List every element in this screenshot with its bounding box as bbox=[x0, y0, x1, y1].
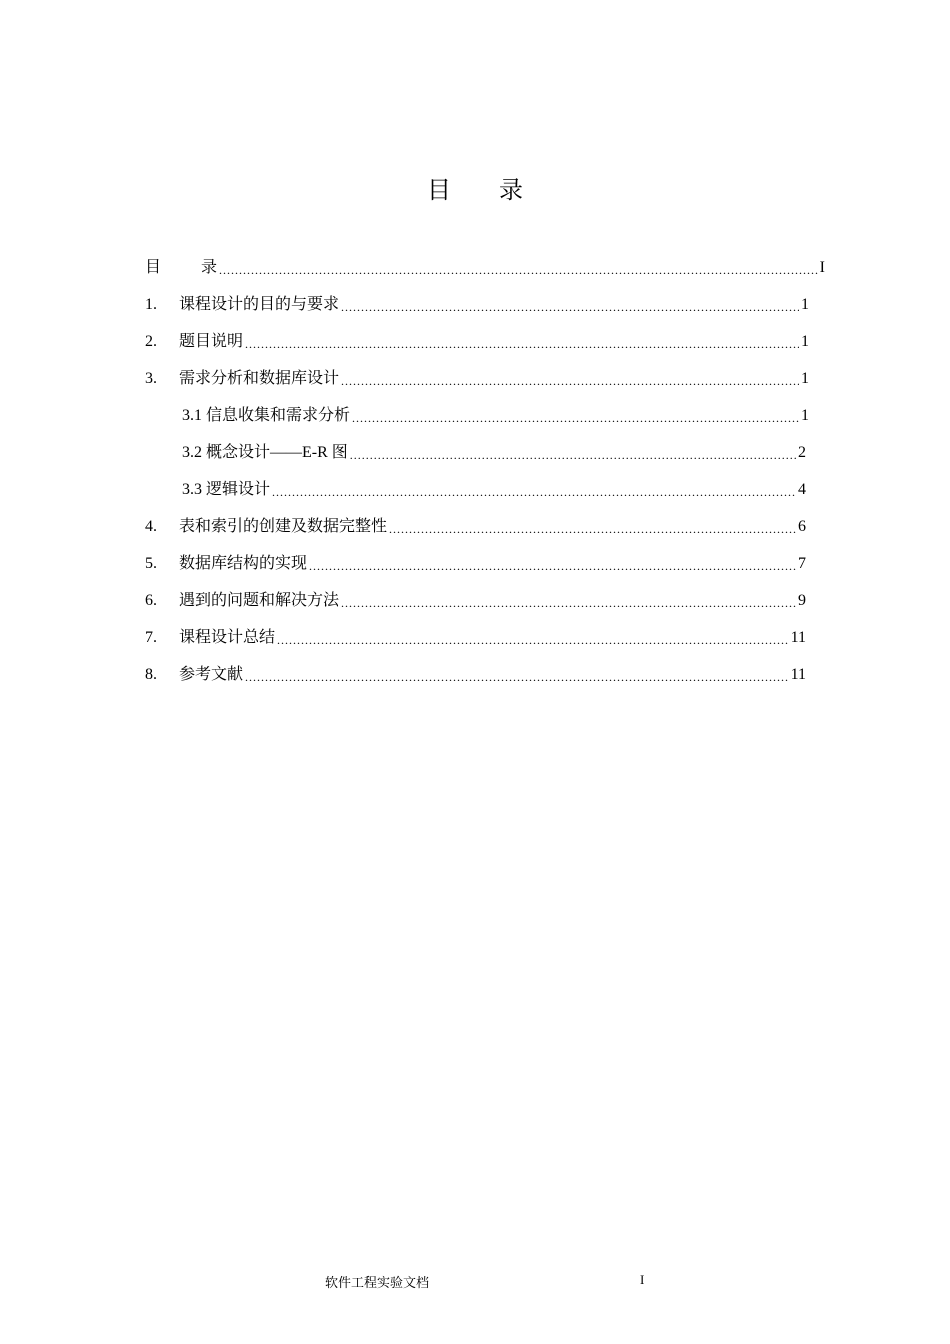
toc-entry-number: 3. bbox=[145, 370, 157, 387]
dot-leader bbox=[389, 521, 796, 537]
toc-entry-8[interactable] bbox=[145, 657, 806, 685]
toc-entry-label: 3.2 概念设计——E-R 图 bbox=[182, 444, 348, 461]
dot-leader bbox=[309, 558, 796, 574]
toc-entry-page: 1 bbox=[801, 296, 809, 313]
toc-entry-page: 4 bbox=[798, 481, 806, 498]
toc-entry-3-1[interactable] bbox=[182, 398, 809, 426]
toc-entry-label: 参考文献 bbox=[179, 666, 244, 683]
toc-entry-2[interactable] bbox=[145, 324, 809, 352]
toc-entry-page: 1 bbox=[801, 370, 809, 387]
toc-entry-label-part: 录 bbox=[201, 259, 218, 276]
dot-leader bbox=[352, 410, 799, 426]
toc-entry-page: 2 bbox=[798, 444, 806, 461]
toc-entry-3-3[interactable] bbox=[182, 472, 806, 500]
dot-leader bbox=[341, 373, 799, 389]
toc-entry-3-2[interactable] bbox=[182, 435, 806, 463]
dot-leader bbox=[245, 336, 799, 352]
toc-entry-number: 4. bbox=[145, 518, 157, 535]
toc-entry-label: 表和索引的创建及数据完整性 bbox=[179, 518, 388, 535]
toc-entry-page: 9 bbox=[798, 592, 806, 609]
toc-heading-char-2: 录 bbox=[499, 178, 523, 204]
toc-entry-label: 数据库结构的实现 bbox=[179, 555, 308, 572]
toc-entry-number: 7. bbox=[145, 629, 157, 646]
toc-entry-contents[interactable] bbox=[145, 250, 825, 278]
dot-leader bbox=[277, 632, 789, 648]
toc-entry-5[interactable] bbox=[145, 546, 806, 574]
toc-entry-number: 6. bbox=[145, 592, 157, 609]
toc-entry-label: 遇到的问题和解决方法 bbox=[179, 592, 340, 609]
toc-entry-page: 1 bbox=[801, 333, 809, 350]
dot-leader bbox=[341, 299, 799, 315]
toc-entry-7[interactable] bbox=[145, 620, 806, 648]
footer-doc-name: 软件工程实验文档 bbox=[325, 1275, 430, 1290]
toc-entry-3[interactable] bbox=[145, 361, 809, 389]
toc-entry-page: 7 bbox=[798, 555, 806, 572]
toc-entry-label: 需求分析和数据库设计 bbox=[179, 370, 340, 387]
toc-entry-number: 2. bbox=[145, 333, 157, 350]
toc-entry-number: 1. bbox=[145, 296, 157, 313]
toc-entry-label: 课程设计的目的与要求 bbox=[179, 296, 340, 313]
toc-entry-number: 5. bbox=[145, 555, 157, 572]
toc-entry-page: 11 bbox=[790, 666, 806, 683]
dot-leader bbox=[272, 484, 796, 500]
dot-leader bbox=[245, 669, 789, 685]
toc-entry-4[interactable] bbox=[145, 509, 806, 537]
footer-page-number: I bbox=[640, 1272, 645, 1287]
toc-entry-number: 8. bbox=[145, 666, 157, 683]
toc-entry-label: 3.1 信息收集和需求分析 bbox=[182, 407, 351, 424]
toc-entry-label-part: 目 bbox=[145, 259, 162, 276]
toc-entry-page: 1 bbox=[801, 407, 809, 424]
toc-entry-page: 6 bbox=[798, 518, 806, 535]
toc-entry-page: 11 bbox=[790, 629, 806, 646]
toc-entry-6[interactable] bbox=[145, 583, 806, 611]
toc-heading bbox=[0, 170, 950, 205]
toc-entry-1[interactable] bbox=[145, 287, 809, 315]
dot-leader bbox=[219, 262, 818, 278]
toc-entry-label bbox=[145, 258, 217, 278]
dot-leader bbox=[350, 447, 796, 463]
toc-entry-label: 题目说明 bbox=[179, 333, 244, 350]
toc-heading-char-1: 目 bbox=[427, 178, 451, 204]
dot-leader bbox=[341, 595, 796, 611]
toc-entry-label: 3.3 逻辑设计 bbox=[182, 481, 271, 498]
toc-entry-page: I bbox=[819, 259, 825, 276]
toc-entry-label: 课程设计总结 bbox=[179, 629, 276, 646]
